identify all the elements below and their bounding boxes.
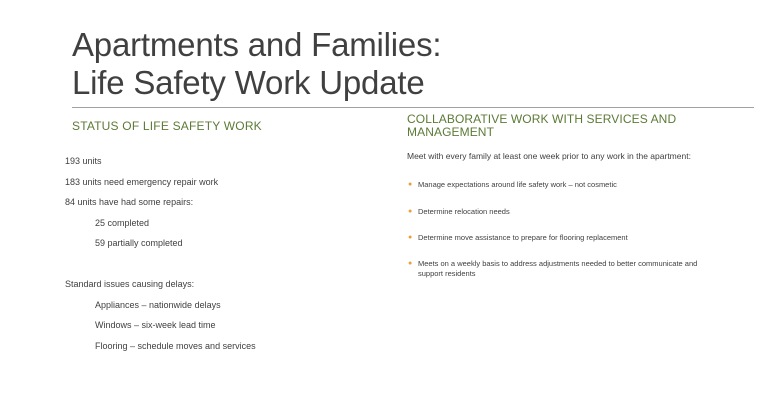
status-line-delays-heading: Standard issues causing delays: [65, 279, 195, 289]
collaborative-heading-line-1: COLLABORATIVE WORK WITH SERVICES AND [407, 112, 677, 126]
list-item [408, 233, 700, 243]
list-item [408, 180, 700, 190]
status-line-repairs: 84 units have had some repairs: [65, 197, 194, 207]
list-item [408, 259, 700, 278]
list-item-text: Determine move assistance to prepare for flooring replacement [418, 233, 628, 242]
list-item-text: Determine relocation needs [418, 207, 510, 216]
list-item-text: Meets on a weekly basis to address adjustments needed to better communicate and support residents [418, 259, 698, 278]
slide-title-line-2: Life Safety Work Update [72, 64, 425, 101]
collaborative-heading-line-2: MANAGEMENT [407, 125, 495, 139]
status-heading: STATUS OF LIFE SAFETY WORK [72, 119, 262, 133]
status-line-flooring: Flooring – schedule moves and services [95, 341, 256, 351]
status-line-appliances: Appliances – nationwide delays [95, 300, 221, 310]
slide-title [72, 26, 441, 102]
list-item [408, 207, 700, 217]
bullet-dot-icon: ● [408, 260, 413, 267]
collaborative-list [407, 151, 707, 278]
slide-title-line-1: Apartments and Families: [72, 26, 442, 63]
status-line-completed: 25 completed [95, 218, 150, 228]
collaborative-intro: Meet with every family at least one week prior to any work in the apartment: [407, 151, 691, 161]
collaborative-heading [407, 113, 747, 139]
status-line-units: 193 units [65, 156, 102, 166]
bullet-dot-icon: ● [408, 181, 413, 188]
bullet-dot-icon: ● [408, 234, 413, 241]
status-line-partial: 59 partially completed [95, 238, 183, 248]
title-divider [72, 107, 754, 108]
status-line-windows: Windows – six-week lead time [95, 320, 216, 330]
status-line-emergency: 183 units need emergency repair work [65, 177, 219, 187]
bullet-dot-icon: ● [408, 208, 413, 215]
list-item-text: Manage expectations around life safety work – not cosmetic [418, 180, 617, 189]
